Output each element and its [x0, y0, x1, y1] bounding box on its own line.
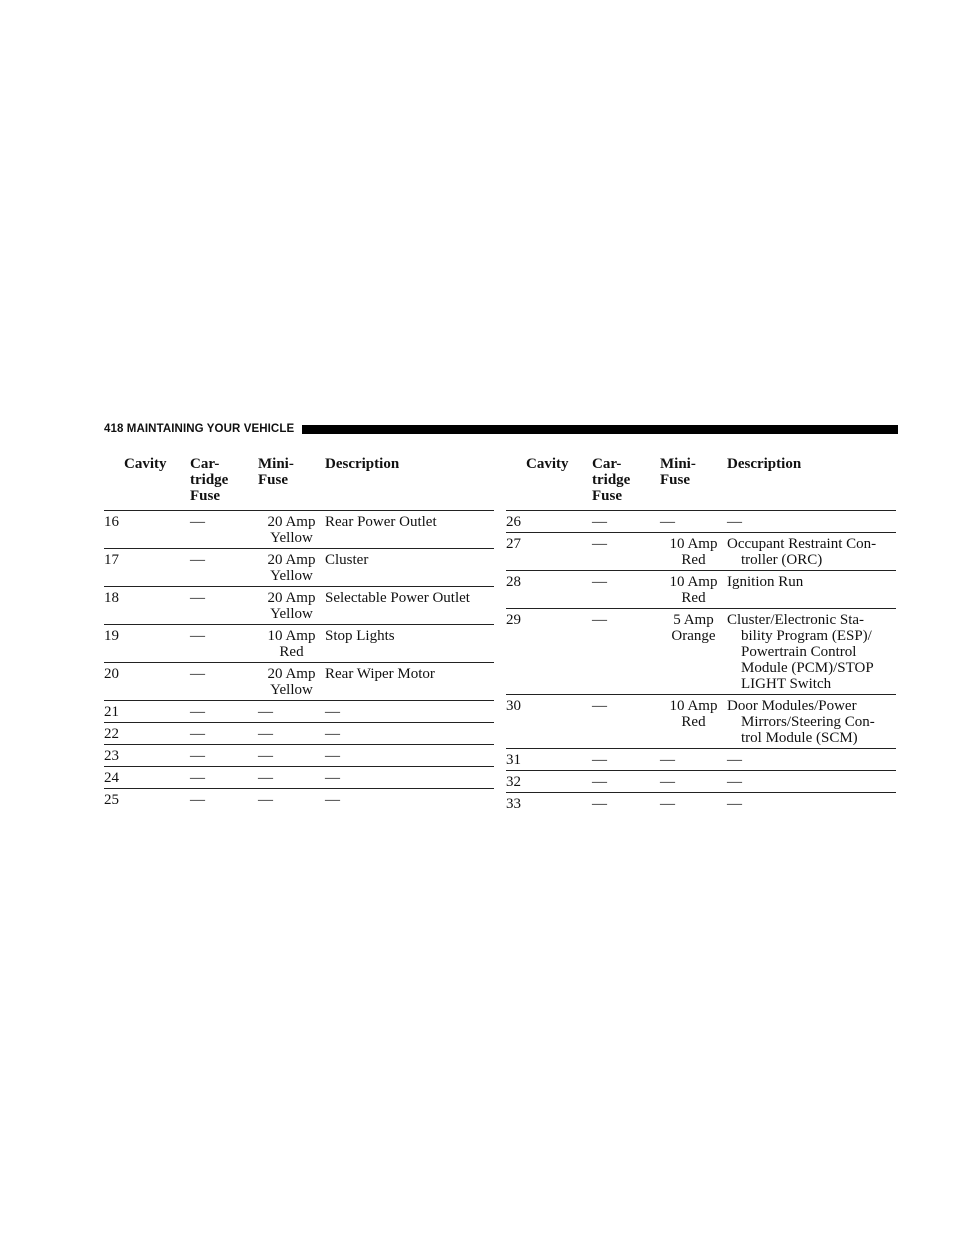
cavity-cell: 20	[104, 663, 190, 701]
description-cell: —	[325, 723, 494, 745]
mini-fuse-cell: 10 Amp Red	[660, 533, 727, 571]
table-header-row	[104, 456, 494, 511]
cavity-cell: 33	[506, 796, 521, 812]
description-cell: Selectable Power Outlet	[325, 587, 494, 625]
description-cell: —	[325, 767, 494, 789]
cartridge-fuse-cell: —	[592, 749, 660, 771]
column-header-mini-fuse: Mini- Fuse	[660, 456, 727, 511]
cartridge-fuse-cell: —	[592, 571, 660, 609]
cartridge-fuse-cell: —	[190, 625, 258, 663]
cavity-cell: 21	[104, 701, 190, 723]
table-row	[506, 749, 896, 771]
mini-fuse-cell: 10 Amp Red	[258, 625, 325, 663]
cavity-cell: 19	[104, 625, 190, 663]
cavity-cell: 17	[104, 549, 190, 587]
cavity-cell: 16	[104, 511, 190, 549]
table-row	[104, 745, 494, 767]
cartridge-fuse-cell: —	[190, 767, 258, 789]
header-rule	[302, 425, 898, 434]
description-cell: Stop Lights	[325, 625, 494, 663]
mini-fuse-cell: —	[258, 745, 325, 767]
mini-fuse-cell: —	[660, 796, 675, 812]
description-cell: —	[727, 749, 896, 771]
cavity-cell: 27	[506, 533, 592, 571]
description-cell: —	[325, 701, 494, 723]
table-row	[104, 767, 494, 789]
fuse-rows-left	[104, 511, 494, 811]
fuse-table-left	[104, 456, 494, 810]
table-row	[506, 771, 896, 793]
table-row	[104, 625, 494, 663]
column-header-cartridge-fuse: Car- tridge Fuse	[592, 456, 660, 511]
description-cell: —	[325, 745, 494, 767]
cavity-cell: 18	[104, 587, 190, 625]
mini-fuse-cell: 20 Amp Yellow	[258, 587, 325, 625]
cartridge-fuse-cell: —	[190, 549, 258, 587]
cavity-cell: 25	[104, 792, 119, 808]
table-row	[506, 533, 896, 571]
table-row	[104, 663, 494, 701]
mini-fuse-cell: —	[258, 767, 325, 789]
table-row	[104, 701, 494, 723]
table-row	[104, 549, 494, 587]
page-title: 418 MAINTAINING YOUR VEHICLE	[104, 423, 295, 435]
table-row	[104, 789, 494, 811]
description-cell: Rear Power Outlet	[325, 511, 494, 549]
description-cell: —	[727, 511, 896, 533]
description-cell: Door Modules/Power Mirrors/Steering Con- trol Module (SCM)	[727, 695, 896, 749]
cavity-cell: 29	[506, 609, 592, 695]
mini-fuse-cell: 20 Amp Yellow	[258, 511, 325, 549]
description-cell: Cluster	[325, 549, 494, 587]
mini-fuse-cell: —	[660, 749, 727, 771]
description-cell: —	[325, 792, 340, 808]
mini-fuse-cell: —	[258, 723, 325, 745]
mini-fuse-cell: 5 Amp Orange	[660, 609, 727, 695]
fuse-rows-right	[506, 511, 896, 815]
table-row	[506, 571, 896, 609]
description-cell: Ignition Run	[727, 571, 896, 609]
mini-fuse-cell: —	[660, 771, 727, 793]
cartridge-fuse-cell: —	[190, 587, 258, 625]
cartridge-fuse-cell: —	[592, 771, 660, 793]
mini-fuse-cell: 10 Amp Red	[660, 571, 727, 609]
cartridge-fuse-cell: —	[190, 723, 258, 745]
cavity-cell: 28	[506, 571, 592, 609]
mini-fuse-cell: 20 Amp Yellow	[258, 549, 325, 587]
cavity-cell: 26	[506, 511, 592, 533]
cavity-cell: 32	[506, 771, 592, 793]
cartridge-fuse-cell: —	[592, 511, 660, 533]
column-header-description: Description	[727, 456, 896, 511]
table-row	[104, 587, 494, 625]
column-header-mini-fuse: Mini- Fuse	[258, 456, 325, 511]
cartridge-fuse-cell: —	[190, 701, 258, 723]
cartridge-fuse-cell: —	[592, 695, 660, 749]
cartridge-fuse-cell: —	[592, 796, 607, 812]
cartridge-fuse-cell: —	[190, 745, 258, 767]
description-cell: —	[727, 796, 742, 812]
cavity-cell: 22	[104, 723, 190, 745]
table-row	[104, 723, 494, 745]
page-header	[104, 422, 898, 436]
column-header-cavity: Cavity	[506, 456, 592, 511]
cavity-cell: 24	[104, 767, 190, 789]
cavity-cell: 23	[104, 745, 190, 767]
description-cell: Cluster/Electronic Sta- bility Program (ESP)/ Powertrain Control Module (PCM)/STOP LIGHT Switch	[727, 609, 896, 695]
table-row	[506, 695, 896, 749]
mini-fuse-cell: 20 Amp Yellow	[258, 663, 325, 701]
table-row	[506, 609, 896, 695]
mini-fuse-cell: 10 Amp Red	[660, 695, 727, 749]
cavity-cell: 30	[506, 695, 592, 749]
cavity-cell: 31	[506, 749, 592, 771]
cartridge-fuse-cell: —	[190, 511, 258, 549]
description-cell: Occupant Restraint Con- troller (ORC)	[727, 533, 896, 571]
table-row	[506, 511, 896, 533]
table-row	[506, 793, 896, 815]
cartridge-fuse-cell: —	[592, 533, 660, 571]
table-header-row	[506, 456, 896, 511]
fuse-table-right	[506, 456, 896, 814]
column-header-cartridge-fuse: Car- tridge Fuse	[190, 456, 258, 511]
table-row	[104, 511, 494, 549]
cartridge-fuse-cell: —	[190, 792, 205, 808]
mini-fuse-cell: —	[660, 511, 727, 533]
column-header-cavity: Cavity	[104, 456, 190, 511]
description-cell: Rear Wiper Motor	[325, 663, 494, 701]
cartridge-fuse-cell: —	[592, 609, 660, 695]
mini-fuse-cell: —	[258, 792, 273, 808]
cartridge-fuse-cell: —	[190, 663, 258, 701]
description-cell: —	[727, 771, 896, 793]
column-header-description: Description	[325, 456, 494, 511]
mini-fuse-cell: —	[258, 701, 325, 723]
